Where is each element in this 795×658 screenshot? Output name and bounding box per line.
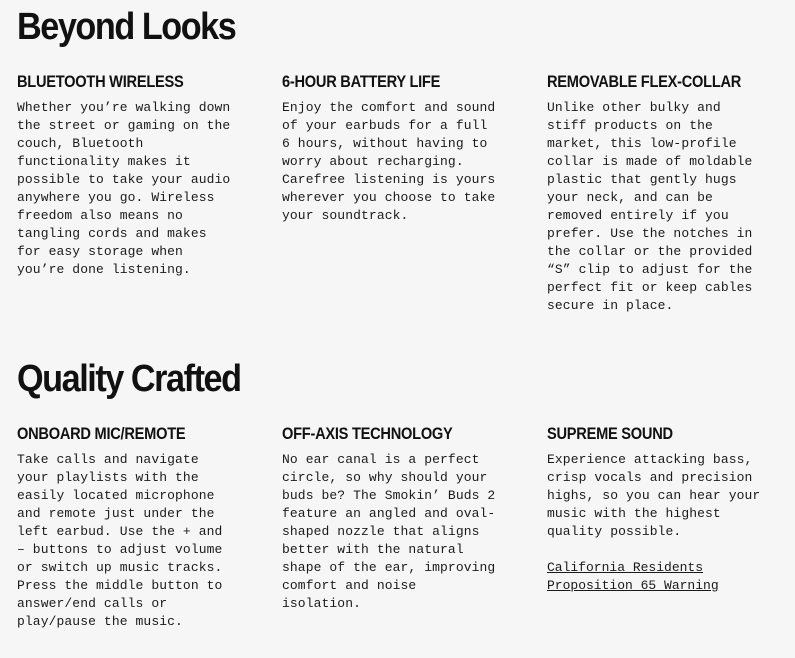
feature-title: ONBOARD MIC/REMOTE: [17, 424, 186, 443]
section-title-quality-crafted: Quality Crafted: [17, 358, 241, 400]
feature-description: Take calls and navigate your playlists with the easily located microphone and remote just under the left earbud. Use the + and – buttons to adjust volume or switch up music tracks. Press the middle button to answer/end calls or play/pause the music.: [17, 452, 223, 629]
feature-onboard-mic-remote: [17, 424, 253, 631]
section-title-beyond-looks: Beyond Looks: [17, 6, 236, 48]
feature-title: OFF-AXIS TECHNOLOGY: [282, 424, 453, 443]
feature-title: BLUETOOTH WIRELESS: [17, 72, 184, 91]
feature-description: Enjoy the comfort and sound of your earbuds for a full 6 hours, without having to worry about recharging. Carefree listening is yours wherever you choose to take your soundtrack.: [282, 100, 496, 223]
feature-flex-collar: [547, 72, 783, 315]
feature-description: Whether you’re walking down the street or gaming on the couch, Bluetooth functionality makes it possible to take your audio anywhere you go. Wireless freedom also means no tangling cords and makes for easy storage when you’re done listening.: [17, 100, 231, 277]
feature-description: Experience attacking bass, crisp vocals and precision highs, so you can hear your music with the highest quality possible.: [547, 452, 761, 539]
feature-title: 6-HOUR BATTERY LIFE: [282, 72, 441, 91]
feature-title: REMOVABLE FLEX-COLLAR: [547, 72, 742, 91]
feature-bluetooth-wireless: [17, 72, 253, 279]
feature-description: No ear canal is a perfect circle, so why should your buds be? The Smokin’ Buds 2 feature an angled and oval- shaped nozzle that aligns better with the natural shape of the ear, improving comfort and noise isolation.: [282, 452, 496, 611]
feature-off-axis-technology: [282, 424, 518, 613]
prop-65-warning-link[interactable]: California Residents Proposition 65 Warning: [547, 560, 719, 593]
feature-title: SUPREME SOUND: [547, 424, 673, 443]
feature-battery-life: [282, 72, 518, 225]
feature-supreme-sound: [547, 424, 783, 595]
feature-description: Unlike other bulky and stiff products on the market, this low-profile collar is made of moldable plastic that gently hugs your neck, and can be removed entirely if you prefer. Use the notches in the collar or the provided “S” clip to adjust for the perfect fit or keep cables secure in place.: [547, 100, 753, 313]
